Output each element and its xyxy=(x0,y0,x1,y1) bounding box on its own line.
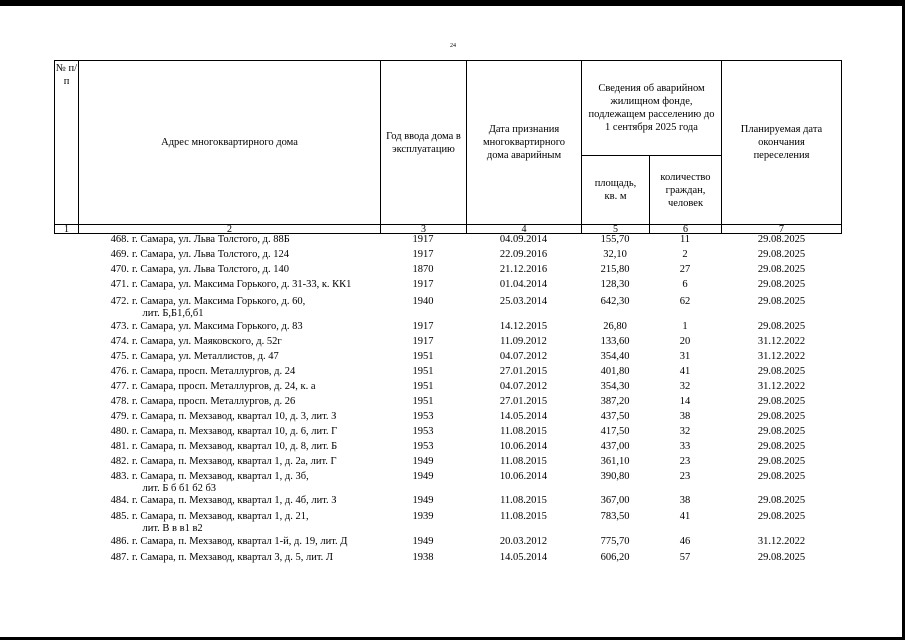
area-cell: 367,00 xyxy=(600,495,630,506)
address-cell: г. Самара, просп. Металлургов, д. 24 xyxy=(132,366,296,377)
year-cell: 1870 xyxy=(412,264,434,275)
header-citizens: количество граждан, человек xyxy=(649,155,722,225)
citizens-cell: 41 xyxy=(679,511,691,522)
citizens-cell: 32 xyxy=(679,426,691,437)
table-body xyxy=(54,234,842,567)
address-cell: г. Самара, ул. Льва Толстого, д. 140 xyxy=(132,264,289,275)
date-recognized-cell: 11.09.2012 xyxy=(500,336,547,347)
citizens-cell: 38 xyxy=(679,411,691,422)
date-recognized-cell: 11.08.2015 xyxy=(500,456,547,467)
address-cell: г. Самара, п. Мехзавод, квартал 1-й, д. 19, лит. Д xyxy=(132,536,348,547)
date-recognized-cell: 10.06.2014 xyxy=(499,441,548,452)
row-number: 486. xyxy=(110,536,129,547)
address-cell: г. Самара, ул. Металлистов, д. 47 xyxy=(132,351,279,362)
area-cell: 606,20 xyxy=(600,552,630,563)
table-row xyxy=(54,536,842,552)
column-number: 3 xyxy=(380,225,467,234)
address-cell: г. Самара, п. Мехзавод, квартал 10, д. 3, лит. З xyxy=(132,411,337,422)
citizens-cell: 20 xyxy=(679,336,691,347)
planned-date-cell: 31.12.2022 xyxy=(757,351,806,362)
date-recognized-cell: 20.03.2012 xyxy=(499,536,548,547)
year-cell: 1951 xyxy=(412,396,434,407)
address-cell: г. Самара, ул. Маяковского, д. 52г xyxy=(132,336,282,347)
area-cell: 642,30 xyxy=(600,296,630,307)
planned-date-cell: 29.08.2025 xyxy=(757,249,806,260)
area-cell: 361,10 xyxy=(600,456,630,467)
row-number: 479. xyxy=(110,411,129,422)
area-cell: 387,20 xyxy=(600,396,630,407)
date-recognized-cell: 14.05.2014 xyxy=(499,411,548,422)
planned-date-cell: 29.08.2025 xyxy=(757,279,806,290)
citizens-cell: 57 xyxy=(679,552,691,563)
column-number: 5 xyxy=(581,225,650,234)
planned-date-cell: 29.08.2025 xyxy=(757,234,806,245)
column-number: 2 xyxy=(78,225,381,234)
year-cell: 1938 xyxy=(412,552,434,563)
row-number: 477. xyxy=(110,381,129,392)
row-number: 487. xyxy=(110,552,129,563)
year-cell: 1939 xyxy=(412,511,434,522)
table-row xyxy=(54,279,842,296)
year-cell: 1917 xyxy=(412,336,434,347)
table-row xyxy=(54,296,842,321)
area-cell: 215,80 xyxy=(600,264,630,275)
address-cell: г. Самара, п. Мехзавод, квартал 1, д. 2а, лит. Г xyxy=(132,456,337,467)
table-row xyxy=(54,552,842,567)
planned-date-cell: 29.08.2025 xyxy=(757,366,806,377)
address-cell: г. Самара, ул. Льва Толстого, д. 124 xyxy=(132,249,289,260)
area-cell: 783,50 xyxy=(600,511,630,522)
planned-date-cell: 31.12.2022 xyxy=(757,381,806,392)
area-cell: 155,70 xyxy=(600,234,630,245)
date-recognized-cell: 27.01.2015 xyxy=(499,366,548,377)
area-cell: 437,00 xyxy=(600,441,630,452)
citizens-cell: 6 xyxy=(682,279,688,290)
header-num: № п/п xyxy=(54,60,79,225)
planned-date-cell: 29.08.2025 xyxy=(757,264,806,275)
year-cell: 1949 xyxy=(412,456,434,467)
area-cell: 354,30 xyxy=(600,381,630,392)
citizens-cell: 32 xyxy=(679,381,691,392)
table-row xyxy=(54,441,842,456)
resettlement-table xyxy=(54,60,842,567)
address-cell: г. Самара, п. Мехзавод, квартал 1, д. 21, лит. В в в1 в2 xyxy=(132,511,309,534)
year-cell: 1949 xyxy=(412,536,434,547)
row-number: 480. xyxy=(110,426,129,437)
area-cell: 354,40 xyxy=(600,351,630,362)
area-cell: 401,80 xyxy=(600,366,630,377)
area-cell: 417,50 xyxy=(600,426,630,437)
year-cell: 1953 xyxy=(412,411,434,422)
year-cell: 1951 xyxy=(412,381,434,392)
address-cell: г. Самара, п. Мехзавод, квартал 10, д. 6, лит. Г xyxy=(132,426,338,437)
address-cell: г. Самара, п. Мехзавод, квартал 10, д. 8, лит. Б xyxy=(132,441,338,452)
date-recognized-cell: 04.09.2014 xyxy=(499,234,548,245)
page-number: 24 xyxy=(450,43,456,49)
citizens-cell: 14 xyxy=(679,396,691,407)
column-number: 4 xyxy=(466,225,582,234)
address-cell: г. Самара, ул. Максима Горького, д. 31-33, к. КК1 xyxy=(132,279,352,290)
row-number: 473. xyxy=(110,321,129,332)
address-cell: г. Самара, просп. Металлургов, д. 26 xyxy=(132,396,296,407)
planned-date-cell: 29.08.2025 xyxy=(757,495,806,506)
year-cell: 1917 xyxy=(412,234,434,245)
table-row xyxy=(54,426,842,441)
citizens-cell: 23 xyxy=(679,456,691,467)
planned-date-cell: 29.08.2025 xyxy=(757,321,806,332)
row-number: 474. xyxy=(110,336,129,347)
date-recognized-cell: 10.06.2014 xyxy=(499,471,548,482)
table-header xyxy=(54,60,842,225)
year-cell: 1951 xyxy=(412,366,434,377)
date-recognized-cell: 11.08.2015 xyxy=(500,511,547,522)
column-number: 7 xyxy=(721,225,842,234)
table-row xyxy=(54,351,842,366)
area-cell: 133,60 xyxy=(600,336,630,347)
year-cell: 1917 xyxy=(412,321,434,332)
area-cell: 128,30 xyxy=(600,279,630,290)
citizens-cell: 31 xyxy=(679,351,691,362)
table-row xyxy=(54,264,842,279)
citizens-cell: 11 xyxy=(679,234,691,245)
table-row xyxy=(54,336,842,351)
area-cell: 390,80 xyxy=(600,471,630,482)
table-row xyxy=(54,471,842,495)
planned-date-cell: 31.12.2022 xyxy=(757,536,806,547)
table-row xyxy=(54,234,842,249)
column-number: 6 xyxy=(649,225,722,234)
address-cell: г. Самара, ул. Максима Горького, д. 60, лит. Б,Б1,б,б1 xyxy=(132,296,306,319)
area-cell: 437,50 xyxy=(600,411,630,422)
area-cell: 775,70 xyxy=(600,536,630,547)
year-cell: 1940 xyxy=(412,296,434,307)
year-cell: 1953 xyxy=(412,441,434,452)
planned-date-cell: 29.08.2025 xyxy=(757,511,806,522)
citizens-cell: 38 xyxy=(679,495,691,506)
address-cell: г. Самара, ул. Льва Толстого, д. 88Б xyxy=(132,234,290,245)
citizens-cell: 1 xyxy=(682,321,688,332)
year-cell: 1949 xyxy=(412,495,434,506)
row-number: 476. xyxy=(110,366,129,377)
date-recognized-cell: 14.05.2014 xyxy=(499,552,548,563)
date-recognized-cell: 11.08.2015 xyxy=(500,495,547,506)
header-info: Сведения об аварийном жилищном фонде, подлежащем расселению до 1 сентября 2025 года xyxy=(581,60,722,156)
year-cell: 1953 xyxy=(412,426,434,437)
area-cell: 32,10 xyxy=(603,249,627,260)
planned-date-cell: 29.08.2025 xyxy=(757,441,806,452)
planned-date-cell: 29.08.2025 xyxy=(757,552,806,563)
year-cell: 1917 xyxy=(412,279,434,290)
citizens-cell: 2 xyxy=(682,249,688,260)
table-row xyxy=(54,456,842,471)
row-number: 482. xyxy=(110,456,129,467)
address-cell: г. Самара, п. Мехзавод, квартал 1, д. 4б, лит. З xyxy=(132,495,337,506)
table-row xyxy=(54,381,842,396)
header-date-recognized: Дата признания многоквартирного дома аварийным xyxy=(466,60,582,225)
address-cell: г. Самара, просп. Металлургов, д. 24, к. а xyxy=(132,381,316,392)
date-recognized-cell: 14.12.2015 xyxy=(499,321,548,332)
row-number: 484. xyxy=(110,495,129,506)
date-recognized-cell: 01.04.2014 xyxy=(499,279,548,290)
header-address: Адрес многоквартирного дома xyxy=(78,60,381,225)
planned-date-cell: 29.08.2025 xyxy=(757,411,806,422)
planned-date-cell: 29.08.2025 xyxy=(757,426,806,437)
date-recognized-cell: 22.09.2016 xyxy=(499,249,548,260)
row-number: 481. xyxy=(110,441,129,452)
citizens-cell: 46 xyxy=(679,536,691,547)
citizens-cell: 27 xyxy=(679,264,691,275)
year-cell: 1917 xyxy=(412,249,434,260)
row-number: 483. xyxy=(110,471,129,482)
header-planned-date: Планируемая дата окончания переселения xyxy=(721,60,842,225)
planned-date-cell: 29.08.2025 xyxy=(757,296,806,307)
date-recognized-cell: 21.12.2016 xyxy=(499,264,548,275)
planned-date-cell: 29.08.2025 xyxy=(757,396,806,407)
header-area: площадь, кв. м xyxy=(581,155,650,225)
planned-date-cell: 29.08.2025 xyxy=(757,471,806,482)
row-number: 471. xyxy=(110,279,129,290)
column-number: 1 xyxy=(54,225,79,234)
date-recognized-cell: 27.01.2015 xyxy=(499,396,548,407)
table-row xyxy=(54,366,842,381)
date-recognized-cell: 04.07.2012 xyxy=(499,351,548,362)
table-row xyxy=(54,396,842,411)
table-row xyxy=(54,411,842,426)
table-row xyxy=(54,511,842,536)
header-year: Год ввода дома в эксплуатацию xyxy=(380,60,467,225)
table-row xyxy=(54,249,842,264)
row-number: 478. xyxy=(110,396,129,407)
table-row xyxy=(54,495,842,511)
year-cell: 1949 xyxy=(412,471,434,482)
planned-date-cell: 29.08.2025 xyxy=(757,456,806,467)
row-number: 470. xyxy=(110,264,129,275)
table-row xyxy=(54,321,842,336)
planned-date-cell: 31.12.2022 xyxy=(757,336,806,347)
area-cell: 26,80 xyxy=(603,321,627,332)
scan-top-border xyxy=(0,0,905,6)
address-cell: г. Самара, ул. Максима Горького, д. 83 xyxy=(132,321,303,332)
date-recognized-cell: 11.08.2015 xyxy=(500,426,547,437)
row-number: 472. xyxy=(110,296,129,307)
row-number: 468. xyxy=(110,234,129,245)
citizens-cell: 41 xyxy=(679,366,691,377)
citizens-cell: 33 xyxy=(679,441,691,452)
address-cell: г. Самара, п. Мехзавод, квартал 3, д. 5, лит. Л xyxy=(132,552,334,563)
date-recognized-cell: 04.07.2012 xyxy=(499,381,548,392)
row-number: 475. xyxy=(110,351,129,362)
citizens-cell: 62 xyxy=(679,296,691,307)
address-cell: г. Самара, п. Мехзавод, квартал 1, д. 3б, лит. Б б б1 б2 б3 xyxy=(132,471,309,494)
citizens-cell: 23 xyxy=(679,471,691,482)
date-recognized-cell: 25.03.2014 xyxy=(499,296,548,307)
row-number: 469. xyxy=(110,249,129,260)
row-number: 485. xyxy=(110,511,129,522)
column-numbers-row xyxy=(54,225,842,234)
year-cell: 1951 xyxy=(412,351,434,362)
